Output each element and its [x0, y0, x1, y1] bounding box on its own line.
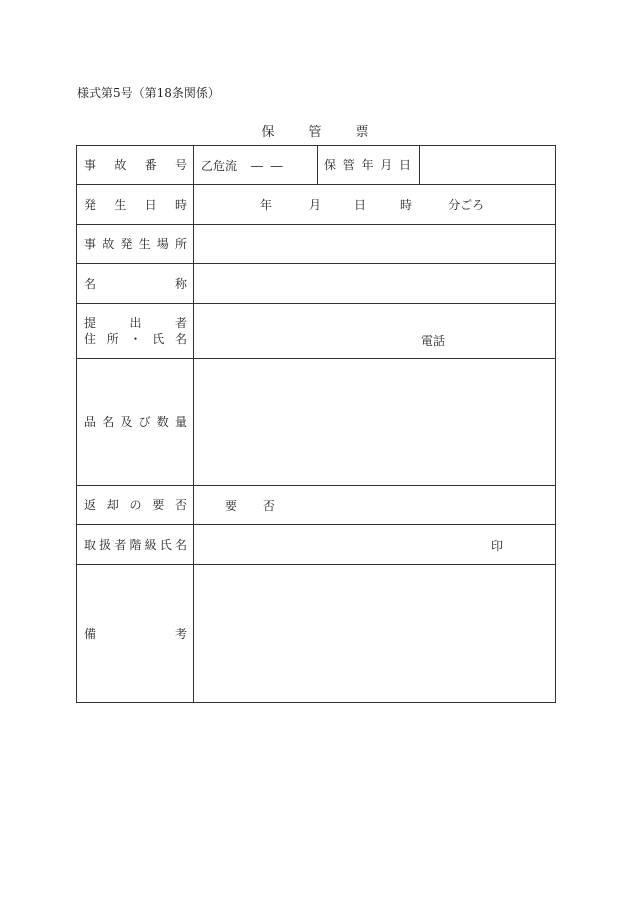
- label-char: 日: [398, 158, 411, 172]
- justified-label: [77, 414, 193, 430]
- label-char: 発: [84, 197, 97, 212]
- field-handler[interactable]: [194, 525, 556, 565]
- year-label: 年: [260, 198, 273, 212]
- label-char: 所: [106, 332, 119, 346]
- label-char: 故: [102, 237, 115, 251]
- label-char: 日: [144, 197, 157, 212]
- label-char: 及: [120, 415, 133, 429]
- label-char: 月: [380, 158, 393, 172]
- label-char: 提: [84, 316, 97, 330]
- label-char: 量: [174, 415, 187, 429]
- row-location: [77, 225, 556, 264]
- label-char: 数: [156, 415, 169, 429]
- label-char: 返: [84, 498, 97, 512]
- phone-label: 電話: [421, 334, 446, 348]
- label-char: 場: [156, 237, 169, 251]
- label-location: [77, 225, 194, 264]
- label-char: 生: [138, 237, 151, 251]
- label-char: び: [138, 415, 151, 429]
- field-location[interactable]: [194, 225, 556, 264]
- label-char: 名: [102, 415, 115, 429]
- row-return: [77, 486, 556, 525]
- dash-1: ―: [250, 158, 263, 173]
- label-char: 称: [174, 276, 187, 291]
- label-accident-number: [77, 146, 194, 185]
- row-remarks: [77, 565, 556, 703]
- label-char: 保: [324, 158, 337, 172]
- label-char: 階: [129, 537, 142, 552]
- row-name: [77, 264, 556, 304]
- justified-label: [77, 497, 193, 513]
- label-char: ・: [129, 332, 142, 346]
- label-char: 品: [84, 415, 97, 429]
- label-char: 扱: [99, 537, 112, 552]
- label-submitter: [77, 304, 194, 359]
- row-submitter: [77, 304, 556, 359]
- accident-prefix: 乙危流: [201, 158, 238, 173]
- label-char: 否: [174, 498, 187, 512]
- form-number-label: 様式第5号（第18条関係）: [77, 86, 220, 100]
- label-char: 発: [120, 237, 133, 251]
- dash-2: ―: [270, 158, 283, 173]
- field-storage-date[interactable]: [420, 146, 556, 185]
- label-char: 管: [342, 158, 355, 172]
- label-handler: [77, 525, 194, 565]
- return-not-required[interactable]: 否: [262, 498, 275, 513]
- label-char: 取: [84, 537, 97, 552]
- justified-label: [77, 315, 193, 331]
- field-datetime[interactable]: [194, 185, 556, 225]
- justified-label: [77, 157, 193, 173]
- label-char: 要: [152, 498, 165, 512]
- month-label: 月: [309, 198, 322, 212]
- label-storage-date: [318, 146, 420, 185]
- row-datetime: [77, 185, 556, 225]
- justified-label: [77, 331, 193, 347]
- row-items: [77, 359, 556, 486]
- justified-label: [318, 157, 419, 173]
- label-char: の: [129, 498, 142, 512]
- label-char: 備: [84, 626, 97, 641]
- field-submitter[interactable]: [194, 304, 556, 359]
- justified-label: [77, 537, 193, 553]
- label-datetime: [77, 185, 194, 225]
- label-return: [77, 486, 194, 525]
- label-char: 考: [174, 626, 187, 641]
- justified-label: [77, 626, 193, 642]
- label-char: 故: [114, 158, 127, 172]
- field-name[interactable]: [194, 264, 556, 304]
- field-items[interactable]: [194, 359, 556, 486]
- label-char: 氏: [159, 537, 172, 552]
- label-char: 者: [114, 537, 127, 552]
- justified-label: [77, 276, 193, 292]
- label-char: 号: [174, 158, 187, 172]
- justified-label: [77, 236, 193, 252]
- label-char: 出: [129, 316, 142, 330]
- label-char: 住: [84, 332, 97, 346]
- label-name: [77, 264, 194, 304]
- seal-mark: 印: [491, 539, 504, 553]
- label-char: 事: [84, 158, 97, 172]
- label-char: 番: [144, 158, 157, 172]
- label-char: 級: [144, 537, 157, 552]
- label-char: 時: [174, 197, 187, 212]
- field-return[interactable]: [194, 486, 556, 525]
- field-remarks[interactable]: [194, 565, 556, 703]
- label-char: 年: [361, 158, 374, 172]
- hour-label: 時: [400, 198, 413, 212]
- label-char: 氏: [152, 332, 165, 346]
- day-label: 日: [354, 198, 367, 212]
- label-char: 生: [114, 197, 127, 212]
- label-char: 事: [84, 237, 97, 251]
- label-char: 却: [106, 498, 119, 512]
- label-char: 所: [174, 237, 187, 251]
- storage-slip-form: [76, 145, 556, 703]
- label-char: 名: [84, 276, 97, 291]
- justified-label: [77, 197, 193, 213]
- label-char: 者: [174, 316, 187, 330]
- minute-label: 分ごろ: [448, 198, 485, 212]
- row-handler: [77, 525, 556, 565]
- label-char: 名: [174, 332, 187, 346]
- document-title-text: 保管票: [261, 125, 403, 140]
- field-accident-number[interactable]: [194, 146, 318, 185]
- label-items: [77, 359, 194, 486]
- label-remarks: [77, 565, 194, 703]
- label-char: 名: [174, 537, 187, 552]
- document-title: [0, 121, 630, 140]
- row-accident-number: [77, 146, 556, 185]
- return-required[interactable]: 要: [225, 498, 238, 513]
